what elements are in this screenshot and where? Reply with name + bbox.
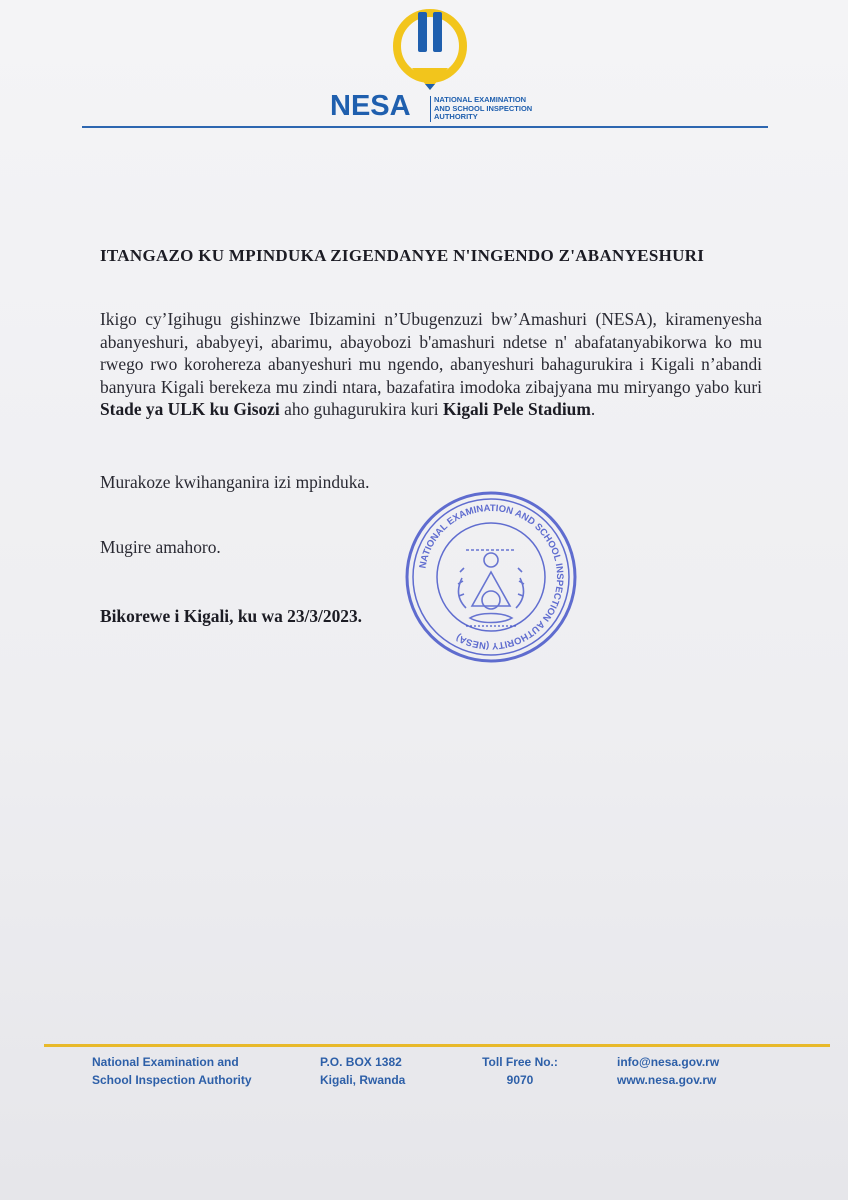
- signed-date-line: Bikorewe i Kigali, ku wa 23/3/2023.: [100, 606, 363, 626]
- nesa-logo: [330, 6, 560, 124]
- website-link[interactable]: www.nesa.gov.rw: [617, 1073, 717, 1087]
- thanks-line: Murakoze kwihanganira izi mpinduka.: [100, 472, 370, 492]
- logo-subtitle: NATIONAL EXAMINATION AND SCHOOL INSPECTION AUTHORITY: [430, 96, 564, 122]
- header-divider: [82, 126, 768, 128]
- pencil-logo-icon: [382, 6, 482, 92]
- email-link[interactable]: info@nesa.gov.rw: [617, 1055, 720, 1069]
- rwanda-emblem-icon: [458, 550, 524, 626]
- footer-toll-free: Toll Free No.: 9070: [482, 1055, 558, 1087]
- footer-address: P.O. BOX 1382 Kigali, Rwanda: [320, 1055, 406, 1087]
- official-stamp: [402, 488, 580, 666]
- location-old: Stade ya ULK ku Gisozi: [100, 399, 280, 419]
- notice-body: Ikigo cy’Igihugu gishinzwe Ibizamini n’Ubugenzuzi bw’Amashuri (NESA), kiramenyesha abanyeshuri, ababyeyi, abarimu, abayobozi b'amashuri ndetse n' abafatanyabikorwa ko mu rwego rwo korohereza abanyeshuri mu ngendo, abanyeshuri bahagurukira i Kigali n’abandi banyura Kigali berekeza mu zindi ntara, bazafatira imodoka zibajyana mu miryango yabo kuri Stade ya ULK ku Gisozi aho guhagurukira kuri Kigali Pele Stadium.: [100, 309, 762, 419]
- logo-wordmark: NESA: [330, 90, 411, 122]
- location-new: Kigali Pele Stadium: [443, 399, 591, 419]
- footer-divider: [44, 1044, 830, 1047]
- footer-contact: [617, 1053, 719, 1089]
- stamp-ring-text: NATIONAL EXAMINATION AND SCHOOL INSPECTION AUTHORITY (NESA): [417, 502, 566, 652]
- footer-organization: National Examination and School Inspection Authority: [92, 1055, 252, 1087]
- svg-text:NATIONAL EXAMINATION AND SCHOO: [418, 503, 565, 651]
- notice-title: ITANGAZO KU MPINDUKA ZIGENDANYE N'INGENDO Z'ABANYESHURI: [100, 246, 705, 265]
- closing-line: Mugire amahoro.: [100, 537, 221, 557]
